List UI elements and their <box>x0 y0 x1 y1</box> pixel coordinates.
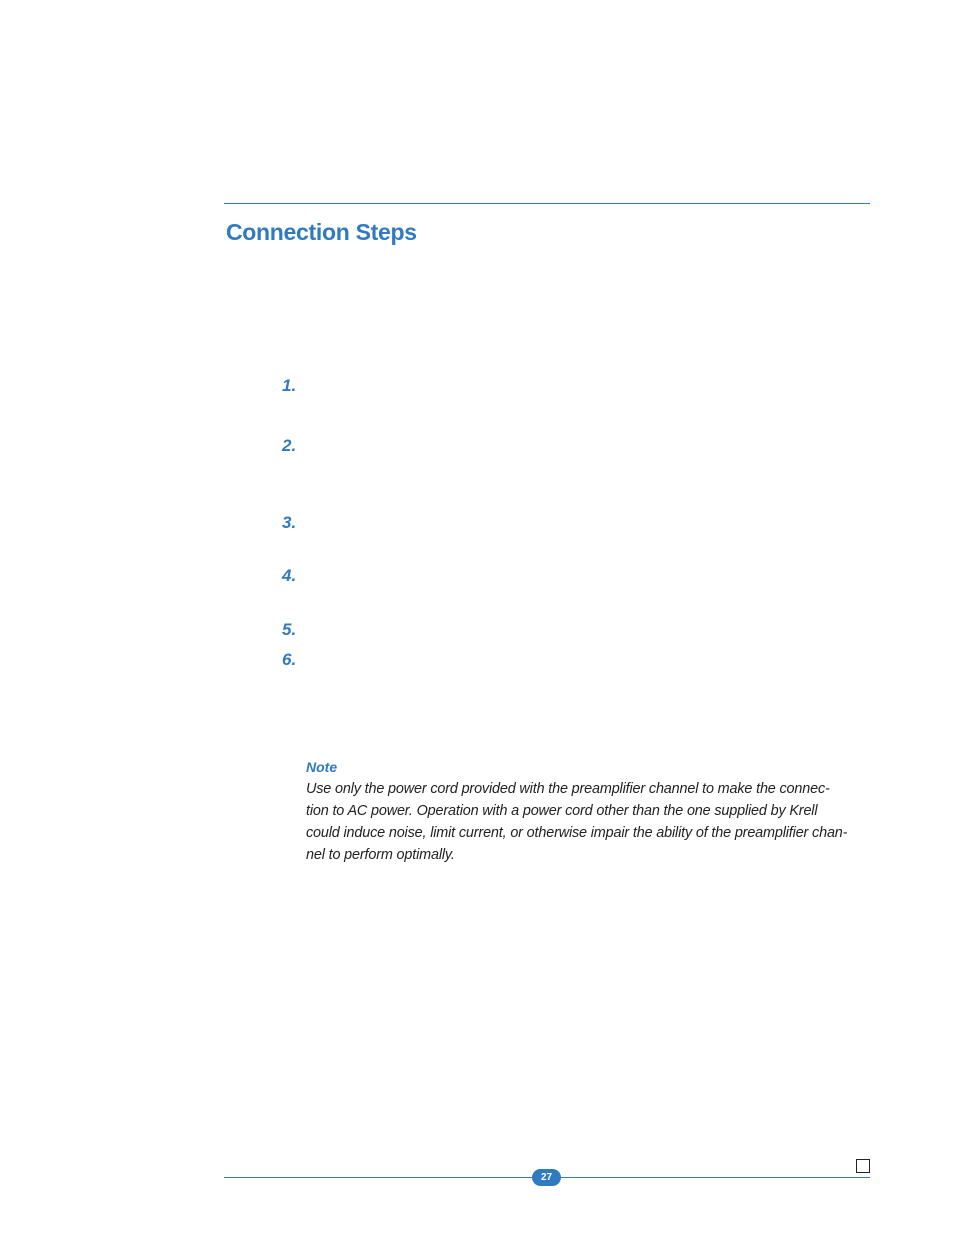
top-divider <box>224 203 870 204</box>
note-text-line: Use only the power cord provided with the preamplifier channel to make the connec- <box>306 781 830 797</box>
note-block <box>306 756 872 866</box>
step-number-5: 5. <box>282 620 297 639</box>
note-label: Note <box>306 759 338 775</box>
section-title: Connection Steps <box>226 219 417 245</box>
note-text-line: nel to perform optimally. <box>306 847 455 863</box>
note-text-line: tion to AC power. Operation with a power cord other than the one supplied by Krell <box>306 803 818 819</box>
step-number-1: 1. <box>282 376 297 395</box>
note-text-line: could induce noise, limit current, or otherwise impair the ability of the preamplifier chan- <box>306 825 848 841</box>
step-number-2: 2. <box>282 436 297 455</box>
page-number-badge: 27 <box>532 1169 561 1186</box>
step-number-6: 6. <box>282 650 297 669</box>
checkbox-square-icon <box>856 1159 870 1173</box>
step-number-4: 4. <box>282 566 297 585</box>
step-number-3: 3. <box>282 513 297 532</box>
